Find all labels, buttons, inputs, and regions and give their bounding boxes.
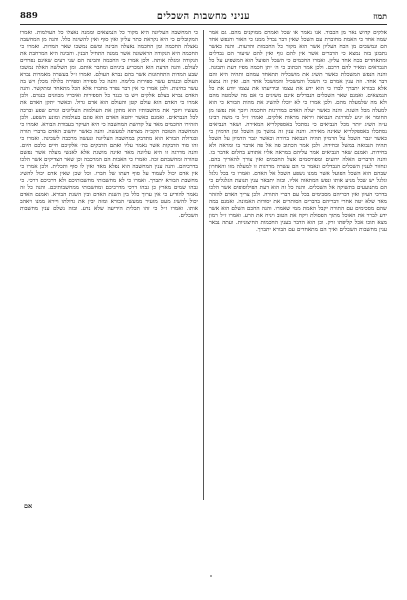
section-label: תמוז: [373, 11, 387, 21]
book-page: [20, 10, 387, 515]
header-rule: [20, 24, 387, 25]
right-text-column: אלקים קדוש נאר מן הכבוד. אנו נאמר או שכל ואמרם ממוקנים מהם. גם אמר שמה אחד כי האמת מחוברת עם השכל שאין דבר נבדל ממנו כי האור והנפש אחד הם ונמשכים מן הכח העליון אשר הוא מקור כל החכמות והדעות. והנה כאשר נתבונן בזה נמצא כי הדברים אשר אין להם גוף ואין להם שיעור הם נבדלים ומתאחדים בכח אחד עליון. ואמרו החכמים כי השכל הפועל הוא המשפיע על כל הנבראים ומאיר להם דרכם. ולכן אמר הכתוב כי ה׳ יתן חכמה מפיו דעת ותבונה. והנה הנפש המשכלת כאשר תשיג את מושכליה תתאחד עמהם ותהיה היא והם דבר אחד. וזה ענין אמרם כי השכל והמשכיל והמושכל אחד הם. ואין זה נמצא אלא בבורא יתברך לבדו כי הוא ידע את עצמו ובידיעתו את עצמו יודע את כל הנמצאים. ואמנם שאר השכלים הנבדלים אינם משיגים כי אם מה שלמטה מהם ולא מה שלמעלה מהם. ולכן אמרו כי לא יוכלו להשיג את מהות הבורא כי הוא למעלה מכל השגה. והנה כאשר יעלה האדם במדרגות החכמה ויזכך את נפשו מן החומר אז יגיע למדרגת הנבואה ויראה מראות אלקים. ואמרו ז״ל כי משה רבינו ע״ה השיג יותר מכל הנביאים כי נסתכל באספקלריא המאירה. ושאר הנביאים נסתכלו באספקלריא שאינה מאירה. והנה ענין זה נמשך מן השכל ומן הדמיון כי כאשר יגבר השכל על הדמיון תהיה הנבואה ברורה וכאשר יגבר הדמיון על השכל תהיה הנבואה במשל ובחידה. ולכן אמר הכתוב פה אל פה אדבר בו ומראה ולא בחידות. ואמנם שאר הנביאים אמר עליהם במראה אליו אתודע בחלום אדבר בו. והנה הדברים האלה ידועים ומפורסמים אצל החכמים ואין צורך להאריך בהם. ונחזור לענין השכלים הנבדלים ונאמר כי הם עשרה מדרגות זו למעלה מזו והאחרון שבהם הוא השכל הפועל אשר ממנו נשפע השכל אל האדם. ואמרו כי בכל גלגל וגלגל יש שכל מניע אותו ונפש המתאוה אליו. ובזה יתבאר ענין תנועת הגלגלים כי הם מתנועעים בתשוקה אל השכלים. והנה כל זה הוא דעת הפילוסופים אשר הלכו בדרכי העיון ואין דבריהם מסכימים בכל עם דברי התורה. ולכן צריך האדם להזהר מאד שלא יטה אחרי דבריהם בדברים הסותרים את יסודות האמונה. ואמנם במה שהם מסכימים עם התורה יקבל האמת ממי שאמרו. והנה החכם השלם הוא אשר ידע לברר את האוכל מתוך הפסולת ויקח את הטוב ויניח את הרע. ואמרו ז״ל רמון מצא תוכו אכל קליפתו זרק. וכן הוא הדבר בענין החכמות החיצוניות. ועתה נבאר ענין מחשבות השכלים ואיך הם מתאחדים עם הבורא יתברך.: [209, 30, 387, 234]
column-divider: [203, 30, 204, 500]
running-header: [20, 10, 387, 26]
catchword: אם: [24, 502, 33, 510]
page-title: עניני מחשבות השכלים: [156, 11, 251, 22]
scan-speck: [210, 575, 212, 577]
left-text-column: כי המחשבה העליונה היא מקור כל הנמצאים וממנה נאצלו כל העולמות. ואמרו המקובלים כי היא נקראת כתר עליון ואין סוף ואין להשיגה כלל. והנה מן המחשבה נאצלה החכמה ומן החכמה נאצלה הבינה ומשם נמשכו שאר המדות. ואמרו כי החכמה היא הנקודה הראשונה אשר ממנה התחיל הבנין. והבינה היא המרחבת את הנקודה ומגלה אותה. ולכן אמרו כי החכמה והבינה הם שני רעים שאינם נפרדים לעולם. והנה הדעת הוא המכריע ביניהם ומחבר אותם. ומן השלשה האלה נמשכו שבע המדות התחתונות אשר בהם נברא העולם. ואמרו ז״ל בעשרה מאמרות נברא העולם וכנגדם עשר ספירות בלימה. והנה כל ספירה וספירה כלולה מכלן ויש בה עשר בחינות. ולכן אמרו כי אין דבר נפרד מחברו אלא הכל מתאחד ומתקשר. והנה האדם נברא בצלם אלקים ויש בו כנגד כל הספירות ואיבריו מכוונים כנגדם. ולכן אמרו כי האדם הוא עולם קטן והעולם הוא אדם גדול. וכאשר יתקן האדם את מעשיו ויזכך את מחשבותיו הוא מתקן את העולמות העליונים וגורם שפע וברכה לכל הנבראים. ואמנם כאשר יחטא האדם הוא פוגם בעולמות ומונע השפע. ולכן הזהירו החכמים מאד על קדושת המחשבה כי היא העיקר בעבודת הבורא. ואמרו כי המחשבה הטובה הקב״ה מצרפה למעשה. והנה כאשר יחשוב האדם בדברי תורה ובגדולת הבורא הוא מתדבק במחשבה העליונה ונעשה מרכבה לשכינה. ואמרו כי זהו סוד הדבקות אשר נאמר עליו ואתם הדבקים בה׳ אלקיכם חיים כלכם היום. והנה מדרגה זו היא עליונה מאד ואינה מושגת אלא לאנשי מעלה אשר נפשם טהורה ומחשבתם זכה. ואמרו כי האבות הם המרכבה וכן שאר הצדיקים אשר הלכו בדרכיהם. והנה ענין המחשבה הוא נפלא מאד ואין לו סוף ותכלית. ולכן אמרו כי אין אדם יכול לעמוד על סוף דעתו של חברו. וכל שכן שאין אדם יכול להשיג מחשבת הבורא יתברך. ואמרו כי לא מחשבותי מחשבותיכם ולא דרכיכם דרכי. כי גבהו שמים מארץ כן גבהו דרכי מדרכיכם ומחשבותי ממחשבותיכם. והנה כל זה נאמר להודיע כי אין ערוך כלל בין השגת האדם ובין השגת הבורא. ואמנם האדם יכול להשיג מעט מזעיר ממעשי הבורא ומזה יבין את גדולתו ויירא ממנו ויאהב אותו. ואמרו ז״ל כי זהו תכלית הידיעה שלא נדע. ובזה נשלם ענין מחשבות השכלים.: [20, 30, 198, 220]
page-number: 889: [20, 11, 38, 21]
